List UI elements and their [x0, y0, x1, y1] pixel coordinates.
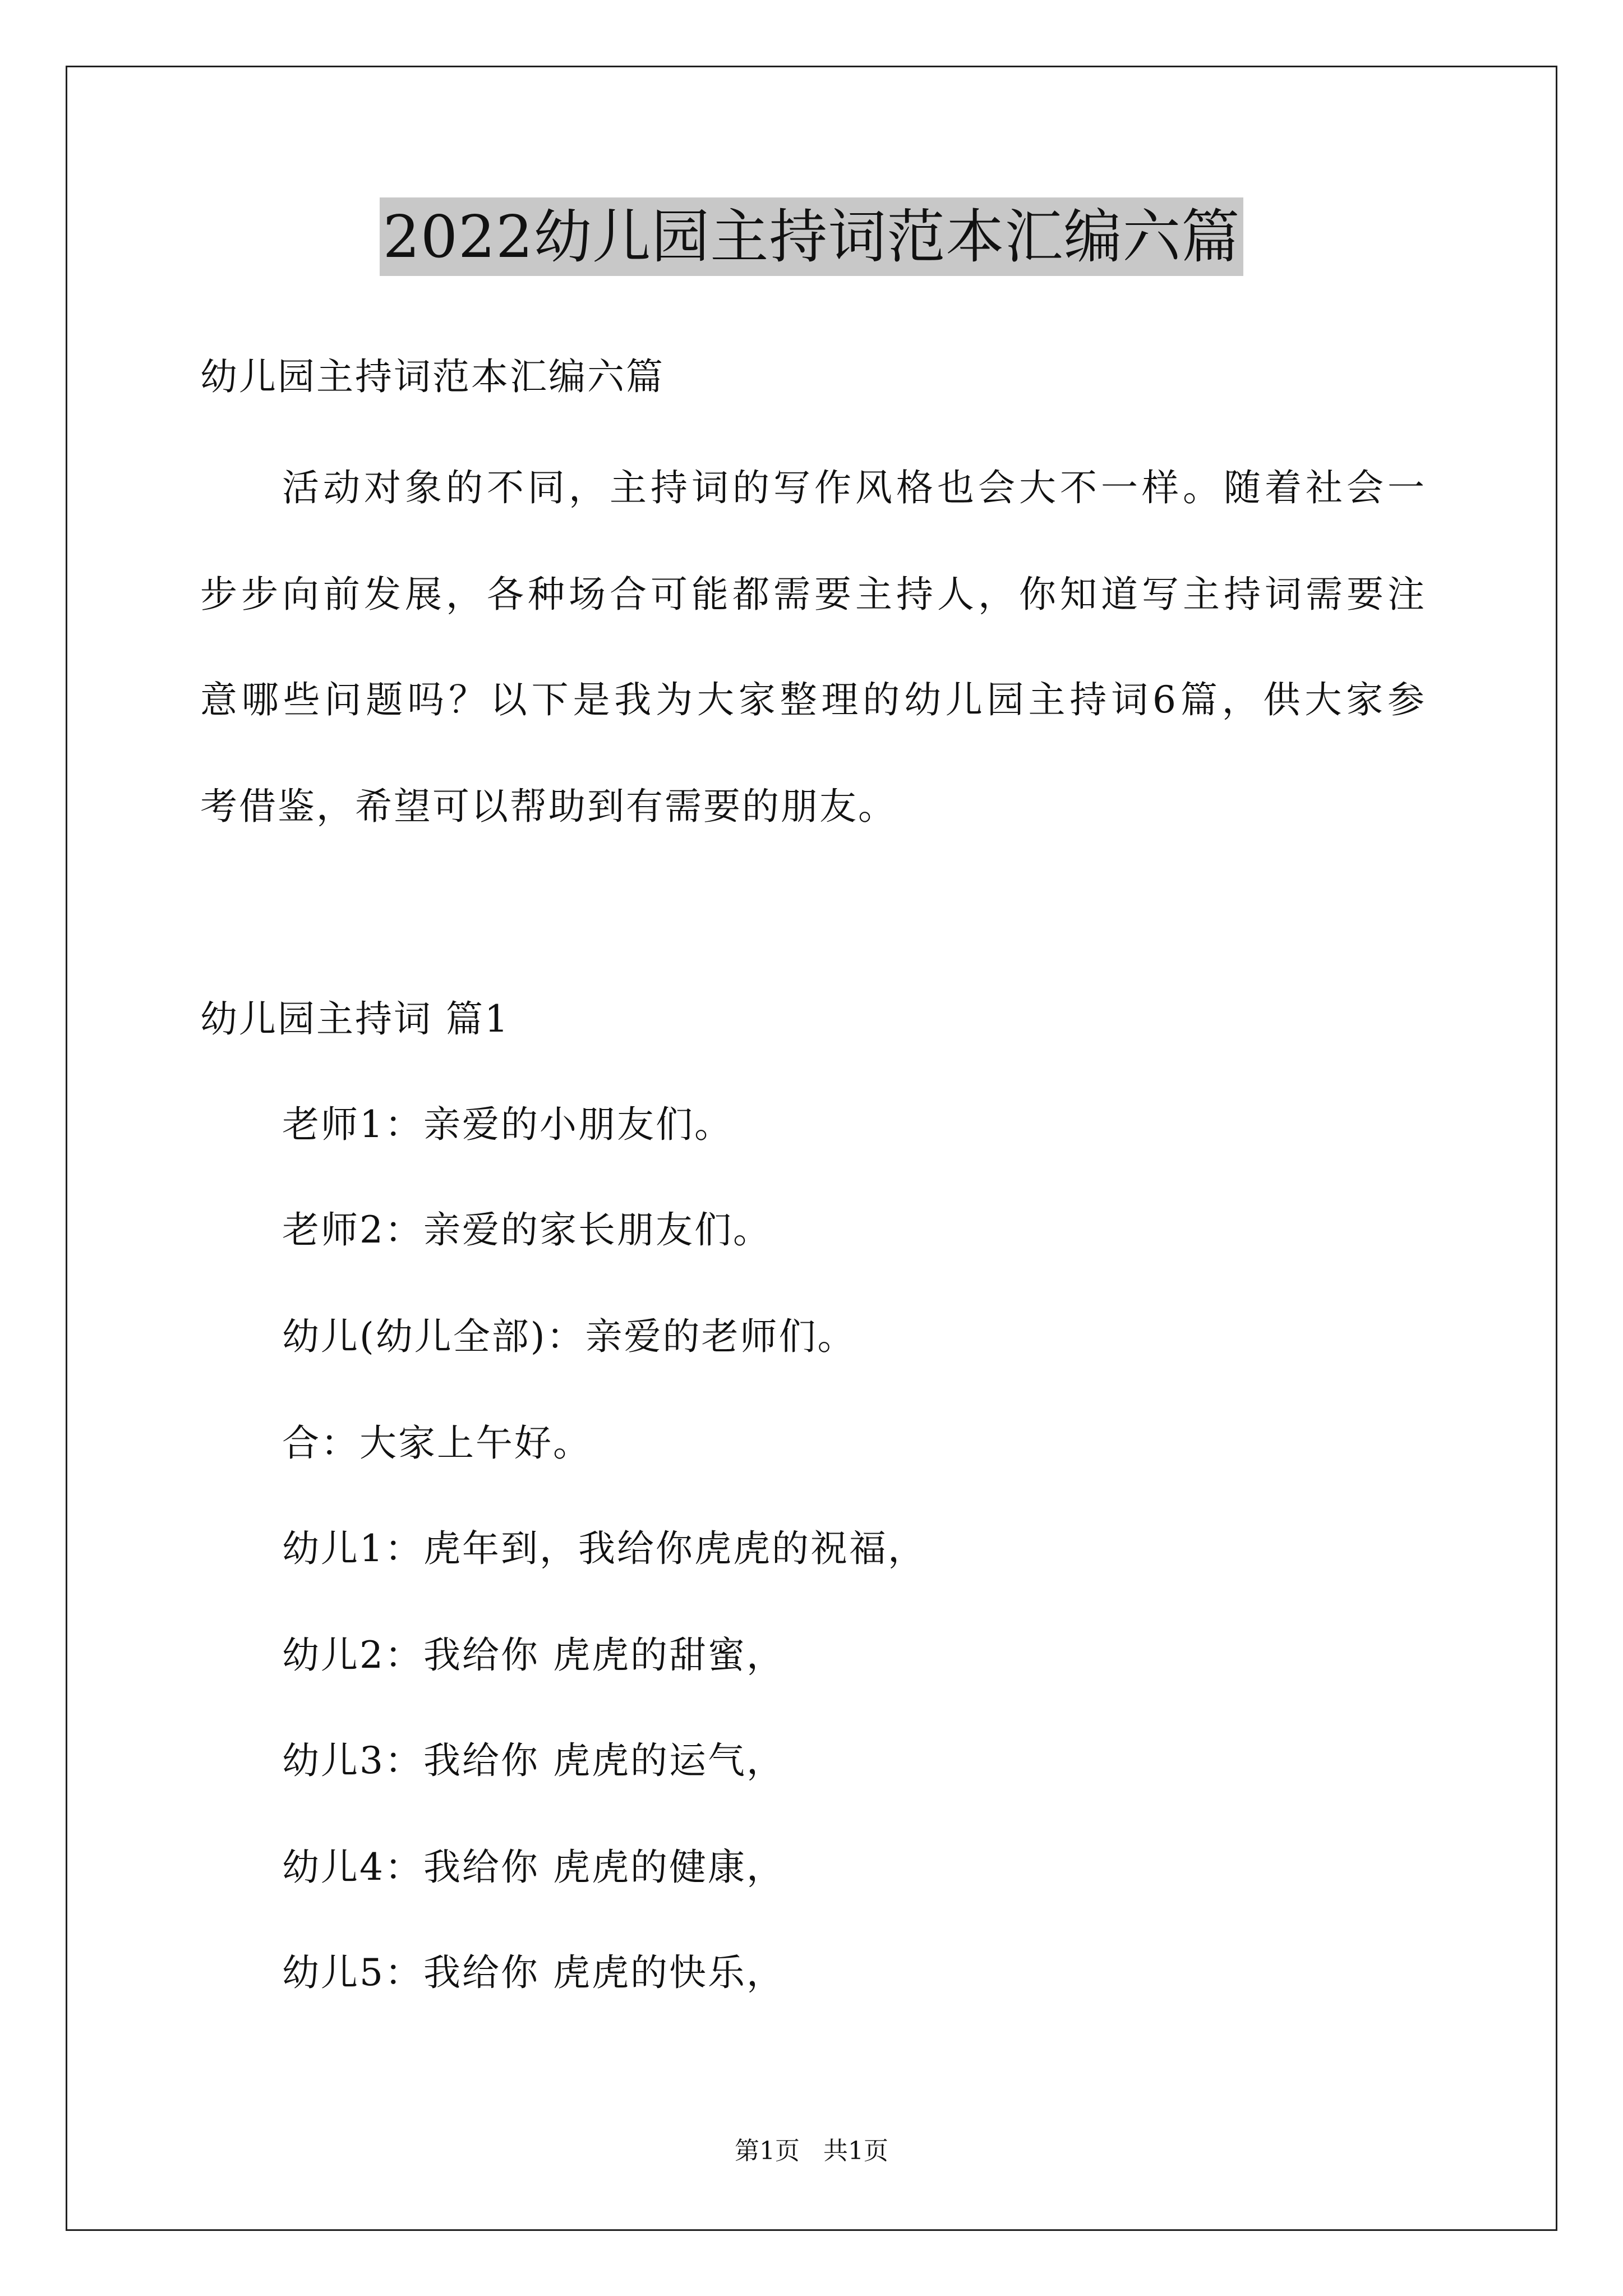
- intro-line-4: 考借鉴，希望可以帮助到有需要的朋友。: [200, 785, 897, 828]
- document-title: 2022幼儿园主持词范本汇编六篇: [380, 197, 1244, 276]
- dialogue-line: 幼儿1：虎年到，我给你虎虎的祝福，: [282, 1527, 926, 1570]
- intro-line-2: 步步向前发展，各种场合可能都需要主持人，你知道写主持词需要注: [200, 573, 1426, 616]
- dialogue-line: 幼儿3：我给你 虎虎的运气，: [282, 1739, 785, 1782]
- dialogue-line: 幼儿2：我给你 虎虎的甜蜜，: [282, 1634, 785, 1677]
- dialogue-line: 幼儿4：我给你 虎虎的健康，: [282, 1846, 785, 1889]
- dialogue-line: 老师1：亲爱的小朋友们。: [282, 1103, 733, 1146]
- subtitle: 幼儿园主持词范本汇编六篇: [200, 355, 665, 398]
- intro-line-3: 意哪些问题吗？以下是我为大家整理的幼儿园主持词6篇，供大家参: [200, 678, 1426, 721]
- dialogue-line: 幼儿5：我给你 虎虎的快乐，: [282, 1951, 785, 1994]
- dialogue-line: 幼儿(幼儿全部)：亲爱的老师们。: [282, 1315, 856, 1358]
- dialogue-line: 合：大家上午好。: [282, 1421, 592, 1465]
- dialogue-line: 老师2：亲爱的家长朋友们。: [282, 1208, 772, 1251]
- page-footer: 第1页 共1页: [735, 2137, 888, 2165]
- intro-line-1: 活动对象的不同，主持词的写作风格也会大不一样。随着社会一: [282, 466, 1426, 509]
- section-heading: 幼儿园主持词 篇1: [200, 997, 510, 1041]
- title-container: [0, 197, 1623, 276]
